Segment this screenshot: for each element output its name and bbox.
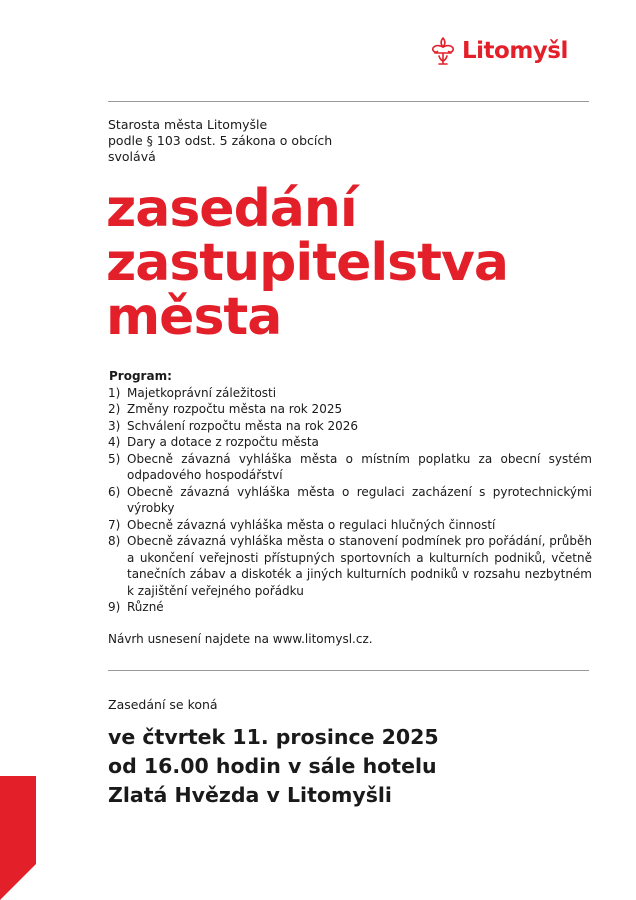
venue-line: Zlatá Hvězda v Litomyšli xyxy=(108,783,392,807)
middle-divider xyxy=(108,670,589,671)
program-item-text: Schválení rozpočtu města na rok 2026 xyxy=(127,418,359,433)
program-item-number: 3) xyxy=(108,418,121,433)
program-item-number: 9) xyxy=(108,600,121,614)
intro-line: svolává xyxy=(108,149,156,164)
program-title: Program: xyxy=(109,369,172,383)
headline-line: zasedání xyxy=(106,179,357,239)
headline-line: města xyxy=(106,287,282,347)
brand-logo xyxy=(430,36,568,66)
program-item xyxy=(108,451,592,484)
program-item-text: Různé xyxy=(127,600,164,614)
intro-line: Starosta města Litomyšle xyxy=(108,117,268,132)
program-item xyxy=(108,484,592,517)
program-item xyxy=(108,517,592,534)
program-item-number: 2) xyxy=(108,402,121,416)
program-item-number: 1) xyxy=(108,385,121,400)
venue-details xyxy=(108,723,439,810)
venue-intro: Zasedání se koná xyxy=(108,697,218,712)
brand-name: Litomyšl xyxy=(462,37,568,64)
corner-decoration xyxy=(0,776,36,900)
venue-line: od 16.00 hodin v sále hotelu xyxy=(108,754,437,778)
program-item-number: 4) xyxy=(108,435,121,449)
resolution-note: Návrh usnesení najdete na www.litomysl.cz. xyxy=(108,632,373,646)
program-item-text: Obecně závazná vyhláška města o regulaci zacházení s pyrotechnickými výrobky xyxy=(127,484,592,515)
program-item xyxy=(108,418,592,435)
program-list xyxy=(108,385,592,616)
program-item-number: 7) xyxy=(108,517,121,532)
headline xyxy=(106,179,508,347)
program-item xyxy=(108,533,592,599)
headline-line: zastupitelstva xyxy=(106,233,508,293)
program-item-text: Dary a dotace z rozpočtu města xyxy=(127,435,319,449)
program-section xyxy=(108,368,592,616)
program-item xyxy=(108,385,592,402)
program-item-text: Obecně závazná vyhláška města o stanovení podmínek pro pořádání, průběh a ukončení veřejnosti přístupných sportovních a kulturních podniků, včetně tanečních zábav a diskoték a jiných kulturních podniků v rozsahu nezbytném k zajištění veřejného pořádku xyxy=(127,534,592,598)
intro-line: podle § 103 odst. 5 zákona o obcích xyxy=(108,133,333,148)
program-item-number: 8) xyxy=(108,534,121,548)
program-item xyxy=(108,401,592,418)
program-item-text: Obecně závazná vyhláška města o regulaci hlučných činností xyxy=(127,517,496,532)
intro-text xyxy=(108,117,332,165)
program-item-number: 6) xyxy=(108,484,121,499)
program-item xyxy=(108,434,592,451)
program-item xyxy=(108,599,592,616)
program-item-text: Majetkoprávní záležitosti xyxy=(127,385,277,400)
lily-crest-icon xyxy=(430,36,456,66)
top-divider xyxy=(108,101,589,102)
program-item-text: Obecně závazná vyhláška města o místním poplatku za obecní systém odpadového hospodářství xyxy=(127,451,592,482)
program-item-text: Změny rozpočtu města na rok 2025 xyxy=(127,402,343,416)
venue-line: ve čtvrtek 11. prosince 2025 xyxy=(108,725,439,749)
program-item-number: 5) xyxy=(108,451,121,466)
